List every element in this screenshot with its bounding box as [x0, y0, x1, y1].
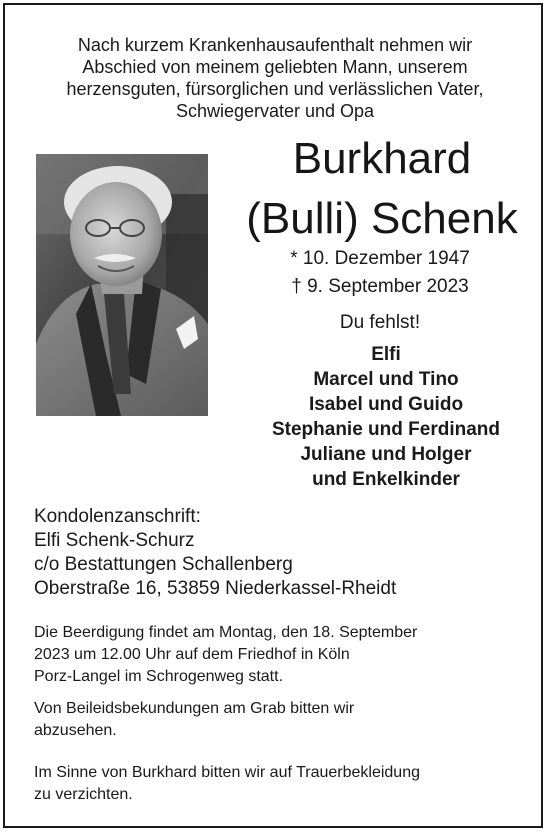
birth-date: * 10. Dezember 1947: [290, 248, 470, 269]
mourners-list: [226, 342, 546, 492]
intro-line: herzensguten, fürsorglichen und verlässlichen Vater,: [66, 79, 484, 99]
mourner-name: und Enkelkinder: [312, 469, 460, 490]
intro-line: Schwiegervater und Opa: [175, 101, 375, 121]
notice-line: abzusehen.: [34, 722, 117, 739]
notice-line: Die Beerdigung findet am Montag, den 18. September: [34, 624, 418, 641]
death-date: † 9. September 2023: [291, 276, 469, 297]
portrait-image: [36, 154, 208, 416]
notice-line: Im Sinne von Burkhard bitten wir auf Trauerbekleidung: [34, 764, 420, 781]
mourner-name: Isabel und Guido: [308, 394, 464, 415]
notice-line: Von Beileidsbekundungen am Grab bitten wir: [34, 700, 355, 717]
tagline: Du fehlst!: [339, 312, 421, 333]
mourner-name: Elfi: [371, 344, 401, 365]
address-line: c/o Bestattungen Schallenberg: [34, 554, 293, 575]
notice-line: Porz-Langel im Schrogenweg statt.: [34, 668, 284, 685]
funeral-notice: [34, 622, 524, 688]
attire-request: [34, 762, 524, 806]
deceased-first-name: Burkhard: [292, 134, 472, 183]
condolence-heading: Kondolenzanschrift:: [34, 506, 201, 527]
condolence-request: [34, 698, 524, 742]
notice-line: zu verzichten.: [34, 786, 133, 803]
deceased-nickname-surname: (Bulli) Schenk: [246, 194, 518, 243]
notice-line: 2023 um 12.00 Uhr auf dem Friedhof in Köln: [34, 646, 350, 663]
intro-line: Abschied von meinem geliebten Mann, unserem: [82, 57, 468, 77]
mourner-name: Stephanie und Ferdinand: [271, 419, 500, 440]
portrait-photo: [36, 154, 208, 416]
intro-line: Nach kurzem Krankenhausaufenthalt nehmen wir: [77, 35, 473, 55]
mourner-name: Juliane und Holger: [300, 444, 472, 465]
intro-text: [30, 34, 520, 122]
mourner-name: Marcel und Tino: [313, 369, 459, 390]
address-line: Elfi Schenk-Schurz: [34, 530, 195, 551]
condolence-address: [34, 505, 524, 601]
address-line: Oberstraße 16, 53859 Niederkassel-Rheidt: [34, 578, 397, 599]
